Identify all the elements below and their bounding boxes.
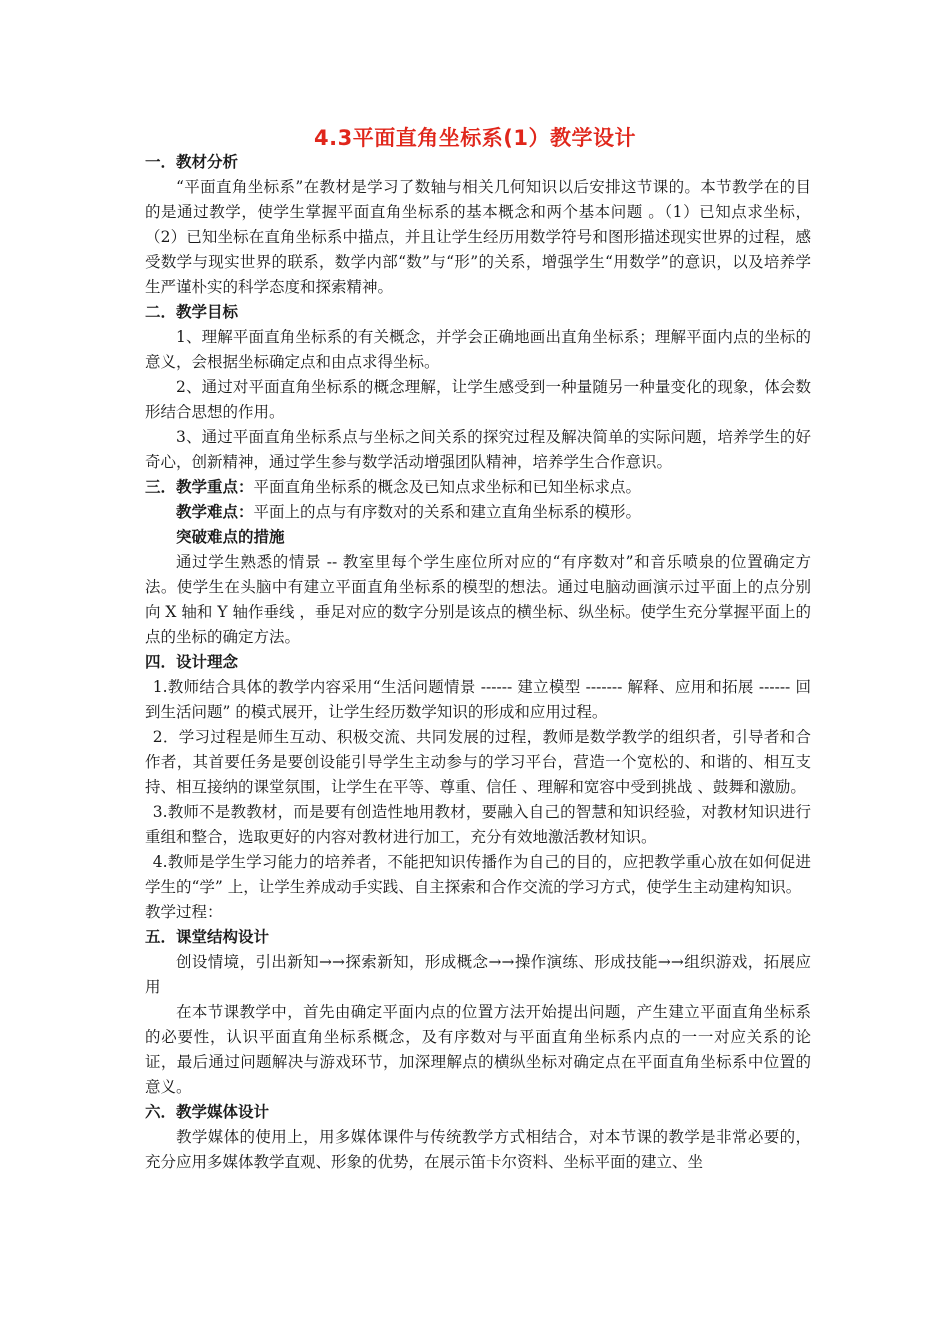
section-heading: 一．教材分析 xyxy=(145,153,239,171)
key-point-label: 三．教学重点： xyxy=(145,478,254,496)
section-heading: 五．课堂结构设计 xyxy=(145,928,270,946)
paragraph: 3、通过平面直角坐标系点与坐标之间关系的探究过程及解决简单的实际问题，培养学生的好奇心，创新精神，通过学生参与数学活动增强团队精神，培养学生合作意识。 xyxy=(145,428,811,471)
difficulty-text: 平面上的点与有序数对的关系和建立直角坐标系的模形。 xyxy=(253,503,642,521)
paragraph: 创设情境，引出新知→→探索新知，形成概念→→操作演练、形成技能→→组织游戏，拓展应用 xyxy=(145,953,811,996)
paragraph: 在本节课教学中，首先由确定平面内点的位置方法开始提出问题，产生建立平面直角坐标系的必要性，认识平面直角坐标系概念，及有序数对与平面直角坐标系内点的一一对应关系的论证，最后通过问题解决与游戏环节，加深理解点的横纵坐标对确定点在平面直角坐标系中位置的意义。 xyxy=(145,1003,811,1096)
section-heading: 二．教学目标 xyxy=(145,303,239,321)
paragraph: 通过学生熟悉的情景 -- 教室里每个学生座位所对应的“有序数对”和音乐喷泉的位置确定方法。使学生在头脑中有建立平面直角坐标系的模型的想法。通过电脑动画演示过平面上的点分别向 X 轴和 Y 轴作垂线 ，垂足对应的数字分别是该点的横坐标、纵坐标。使学生充分掌握平面上的点的坐标的确定方法。 xyxy=(145,553,811,646)
difficulty-label: 教学难点： xyxy=(176,503,254,521)
section-heading: 六．教学媒体设计 xyxy=(145,1103,270,1121)
paragraph: 1.教师结合具体的教学内容采用“生活问题情景 ------ 建立模型 ------- 解释、应用和拓展 ------ 回到生活问题” 的模式展开，让学生经历数学知识的形成和应用过程。 xyxy=(145,678,811,721)
document-body xyxy=(145,150,811,1175)
section-heading: 四．设计理念 xyxy=(145,653,239,671)
subsection-heading: 突破难点的措施 xyxy=(176,528,285,546)
key-point-line xyxy=(145,475,811,500)
paragraph: 教学媒体的使用上，用多媒体课件与传统教学方式相结合，对本节课的教学是非常必要的，充分应用多媒体教学直观、形象的优势，在展示笛卡尔资料、坐标平面的建立、坐 xyxy=(145,1128,811,1171)
paragraph: 3.教师不是教教材，而是要有创造性地用教材，要融入自己的智慧和知识经验，对教材知识进行重组和整合，选取更好的内容对教材进行加工，充分有效地激活教材知识。 xyxy=(145,803,811,846)
paragraph: 1、理解平面直角坐标系的有关概念，并学会正确地画出直角坐标系；理解平面内点的坐标的意义，会根据坐标确定点和由点求得坐标。 xyxy=(145,328,811,371)
paragraph: 4.教师是学生学习能力的培养者，不能把知识传播作为自己的目的，应把教学重心放在如何促进学生的“学” 上，让学生养成动手实践、自主探索和合作交流的学习方式，使学生主动建构知识。 xyxy=(145,853,811,896)
process-label: 教学过程： xyxy=(145,903,223,921)
key-point-text: 平面直角坐标系的概念及已知点求坐标和已知坐标求点。 xyxy=(253,478,642,496)
paragraph: 2．学习过程是师生互动、积极交流、共同发展的过程，教师是数学教学的组织者，引导者和合作者，其首要任务是要创设能引导学生主动参与的学习平台，营造一个宽松的、和谐的、相互支持、相互接纳的课堂氛围，让学生在平等、尊重、信任 、理解和宽容中受到挑战 、鼓舞和激励。 xyxy=(145,728,811,796)
paragraph: “平面直角坐标系”在教材是学习了数轴与相关几何知识以后安排这节课的。本节教学在的目的是通过教学，使学生掌握平面直角坐标系的基本概念和两个基本问题 。（1）已知点求坐标，（2）已知坐标在直角坐标系中描点，并且让学生经历用数学符号和图形描述现实世界的过程，感受数学与现实世界的联系，数学内部“数”与“形”的关系，增强学生“用数学”的意识，以及培养学生严谨朴实的科学态度和探索精神。 xyxy=(145,178,811,296)
difficulty-line xyxy=(145,500,811,525)
paragraph: 2、通过对平面直角坐标系的概念理解，让学生感受到一种量随另一种量变化的现象，体会数形结合思想的作用。 xyxy=(145,378,811,421)
document-title: 4.3平面直角坐标系(1）教学设计 xyxy=(314,126,636,150)
